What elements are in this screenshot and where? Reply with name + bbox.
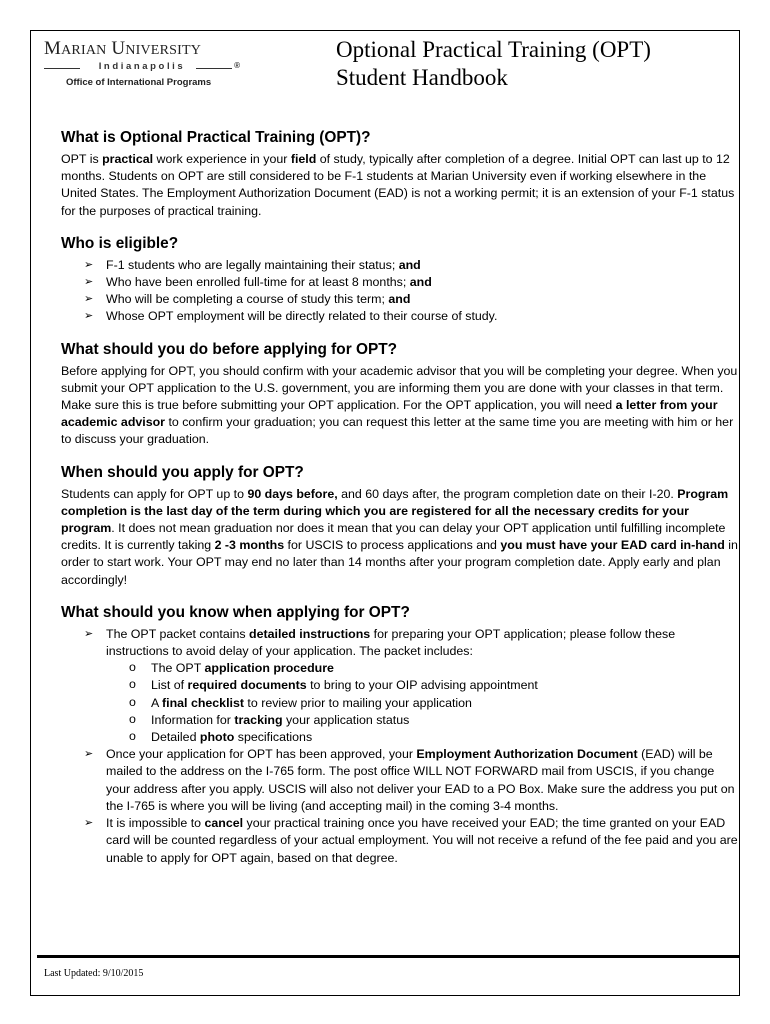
list-item: ➢ Who have been enrolled full-time for at least 8 months; and (84, 274, 741, 291)
section-heading: Who is eligible? (61, 234, 179, 252)
list-item: ➢ F-1 students who are legally maintaining their status; and (84, 257, 741, 274)
list-item: ➢ Whose OPT employment will be directly related to their course of study. (84, 308, 741, 325)
document-title: Optional Practical Training (OPT) Student Handbook (336, 37, 651, 90)
section-what-is-opt (61, 128, 741, 220)
section-before-applying (61, 340, 741, 449)
sub-list-item: o Information for tracking your application status (129, 712, 741, 729)
university-logo (44, 38, 240, 88)
section-paragraph: Before applying for OPT, you should confirm with your academic advisor that you will be completing your degree. When you submit your OPT application to the U.S. government, you are informing them you are done with your classes in that term. Make sure this is true before submitting your OPT application. For the OPT application, you will need a letter from your academic advisor to confirm your graduation; you can request this letter at the same time you are meeting with him or her to discuss your graduation. (61, 363, 738, 447)
section-heading: When should you apply for OPT? (61, 463, 304, 481)
section-when-to-apply (61, 463, 741, 589)
sub-list-item: o A final checklist to review prior to mailing your application (129, 695, 741, 712)
sub-list-item: o List of required documents to bring to your OIP advising appointment (129, 677, 741, 694)
sub-list-item: o Detailed photo specifications (129, 729, 741, 746)
section-paragraph: Students can apply for OPT up to 90 days before, and 60 days after, the program completion date on their I-20. Program completion is the last day of the term during which you are registered for all the necessary credits for your program. It does not mean graduation nor does it mean that you can delay your OPT application until fulfilling incomplete credits. It is currently taking 2 -3 months for USCIS to process applications and you must have your EAD card in-hand in order to start work. Your OPT may end no later than 14 months after your program completion date. Apply early and plan accordingly! (61, 486, 738, 587)
footer-divider (37, 955, 740, 958)
section-heading: What should you do before applying for OPT? (61, 340, 398, 358)
list-item: ➢ The OPT packet contains detailed instructions for preparing your OPT application; please follow these instructions to avoid delay of your application. The packet includes: o The OPT application procedure o List of required documents to bring to your OIP advising appointment o A final checklist to review prior to mailing your application o Information for tracking your application status o Detailed photo specifications (84, 626, 741, 746)
sub-list-item: o The OPT application procedure (129, 660, 741, 677)
packet-contents-list (106, 660, 741, 746)
section-who-is-eligible (61, 234, 741, 326)
document-body (61, 128, 741, 881)
list-item: ➢ Once your application for OPT has been approved, your Employment Authorization Document (EAD) will be mailed to the address on the I-765 form. The post office WILL NOT FORWARD mail from USCIS, if you change your address after you apply. USCIS will also not deliver your EAD to a PO Box. Make sure the address you put on the I-765 is where you will be living (and accepting mail) in the coming 3-4 months. (84, 746, 741, 815)
section-what-to-know (61, 603, 741, 867)
logo-university-name: MARIAN UNIVERSITY (44, 38, 202, 59)
list-item: ➢ It is impossible to cancel your practical training once you have received your EAD; the time granted on your EAD card will be counted regardless of your actual employment. You will not receive a refund of the fee paid and you are unable to apply for OPT again, based on that degree. (84, 815, 741, 867)
list-item: ➢ Who will be completing a course of study this term; and (84, 291, 741, 308)
logo-office-name: Office of International Programs (66, 77, 212, 88)
know-list (61, 626, 741, 867)
section-heading: What should you know when applying for OPT? (61, 603, 410, 621)
section-paragraph: OPT is practical work experience in your field of study, typically after completion of a degree. Initial OPT can last up to 12 months. Students on OPT are still considered to be F-1 students at Marian University even if working elsewhere in the United States. The Employment Authorization Document (EAD) is not a working permit; it is an extension of your F-1 status for the purposes of practical training. (61, 152, 735, 218)
eligibility-list (61, 257, 741, 326)
last-updated: Last Updated: 9/10/2015 (44, 968, 144, 979)
logo-city: Indianapolis ® (44, 61, 240, 75)
section-heading: What is Optional Practical Training (OPT)? (61, 129, 371, 146)
